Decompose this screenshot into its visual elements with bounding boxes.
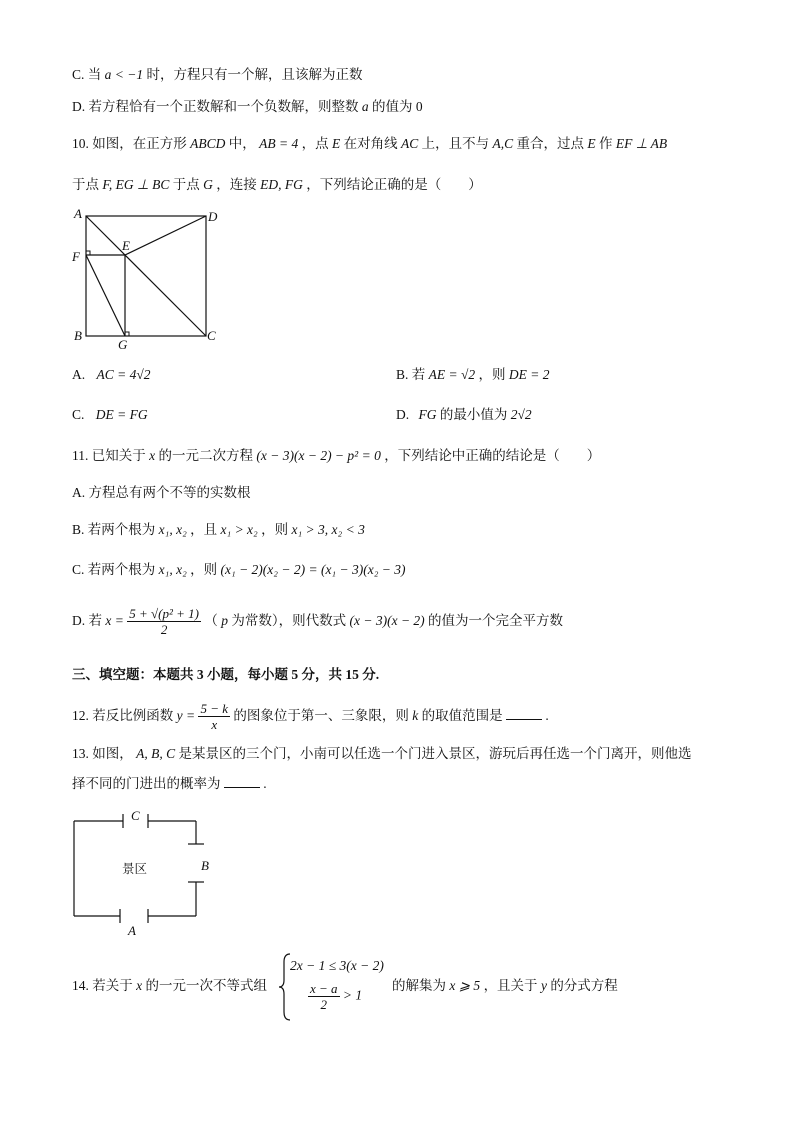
q10-option-c-text: DE = FG bbox=[95, 407, 148, 422]
q10-option-d bbox=[396, 406, 532, 424]
q13-gates: A, B, C bbox=[136, 746, 176, 761]
q11-x-eq: x = bbox=[105, 613, 124, 628]
q10-option-b-text: ，则 bbox=[478, 367, 506, 382]
q12-fraction-num: 5 − k bbox=[200, 701, 229, 717]
q12-end: . bbox=[545, 708, 549, 723]
q11-text: D. 若 bbox=[72, 613, 102, 628]
q9-option-c-text: C. 当 bbox=[72, 67, 102, 82]
q10-option-c-label: C. bbox=[72, 407, 85, 422]
q11-res: x₁ > 3, x₂ < 3 bbox=[291, 522, 365, 537]
gate-b-label: B bbox=[201, 858, 209, 873]
q10-text: 中， bbox=[228, 136, 256, 151]
q9-option-d-rest: 的值为 0 bbox=[372, 99, 423, 114]
q11-p: p bbox=[221, 613, 228, 628]
label-d: D bbox=[208, 209, 218, 224]
label-f: F bbox=[72, 249, 80, 264]
q14-fraction-num: x − a bbox=[310, 981, 338, 996]
q12-fraction bbox=[198, 701, 230, 732]
q10-option-b-res: DE = 2 bbox=[508, 367, 550, 382]
q14-x: x bbox=[136, 978, 143, 993]
q10-square: ABCD bbox=[190, 136, 226, 151]
q11-cond: x₁ > x₂ bbox=[220, 522, 258, 537]
q10-option-d-label: D. bbox=[396, 407, 410, 422]
q12-answer-blank[interactable] bbox=[506, 707, 542, 720]
q11-roots: x₁, x₂ bbox=[158, 522, 187, 537]
q13-text: 是某景区的三个门，小南可以任选一个门进入景区，游玩后再任选一个门离开，则他选 bbox=[178, 746, 692, 761]
q10-ed-fg: ED, FG bbox=[260, 177, 303, 192]
q14-text: ，且关于 bbox=[483, 978, 538, 993]
q13-scenic-figure bbox=[68, 806, 218, 938]
q11-text: ，则 bbox=[261, 522, 289, 537]
q11-equation: (x − 3)(x − 2) − p² = 0 bbox=[256, 448, 381, 463]
q11-option-c bbox=[72, 561, 406, 579]
label-g: G bbox=[118, 337, 128, 352]
q11-option-c-eq: (x₁ − 2)(x₂ − 2) = (x₁ − 3)(x₂ − 3) bbox=[220, 562, 406, 577]
q11-text: ，且 bbox=[190, 522, 218, 537]
q11-text: ，下列结论中正确的结论是（ ） bbox=[384, 448, 601, 463]
q10-f-eg: F, EG ⊥ BC bbox=[102, 177, 170, 192]
section-3-heading: 三、填空题：本题共 3 小题，每小题 5 分，共 15 分. bbox=[72, 667, 380, 682]
q11-text: 的一元二次方程 bbox=[158, 448, 253, 463]
q9-option-d-text: D. 若方程恰有一个正数解和一个负数解，则整数 bbox=[72, 99, 359, 114]
q10-option-d-text: 的最小值为 bbox=[439, 407, 508, 422]
q11-stem bbox=[72, 447, 600, 465]
q14-solution: x ⩾ 5 bbox=[449, 978, 481, 993]
q12-text: 的图象位于第一、三象限，则 bbox=[233, 708, 409, 723]
q11-fraction bbox=[127, 606, 201, 637]
q10-option-a-label: A. bbox=[72, 367, 86, 382]
q9-option-d-var: a bbox=[361, 99, 369, 114]
label-b: B bbox=[74, 328, 82, 343]
q10-option-d-fg: FG bbox=[418, 407, 437, 422]
gate-c-label: C bbox=[131, 808, 140, 823]
q10-ab: AB = 4 bbox=[259, 136, 299, 151]
q10-point-g: G bbox=[203, 177, 213, 192]
q10-text: 于点 bbox=[172, 177, 200, 192]
q12-y: y = bbox=[176, 708, 196, 723]
q14-ineq2-rel: > 1 bbox=[342, 987, 363, 1003]
q10-option-b-label: B. 若 bbox=[396, 367, 426, 382]
label-a: A bbox=[74, 206, 82, 221]
q10-perp: EF ⊥ AB bbox=[615, 136, 668, 151]
q13-line2 bbox=[72, 775, 267, 793]
q10-option-a-text: AC = 4√2 bbox=[96, 367, 151, 382]
q10-point-e: E bbox=[331, 136, 341, 151]
scenic-area-label: 景区 bbox=[122, 861, 148, 876]
label-e: E bbox=[122, 238, 130, 253]
q12-fraction-den: x bbox=[211, 717, 218, 733]
q12-k: k bbox=[412, 708, 419, 723]
q10-text: 作 bbox=[599, 136, 613, 151]
q9-option-c-condition: a < −1 bbox=[104, 67, 144, 82]
q10-text: ，连接 bbox=[216, 177, 257, 192]
q10-text: 10. 如图，在正方形 bbox=[72, 136, 187, 151]
q10-ac: AC bbox=[400, 136, 419, 151]
label-c: C bbox=[207, 328, 216, 343]
q9-option-d bbox=[72, 98, 423, 116]
q11-text: 11. 已知关于 bbox=[72, 448, 146, 463]
q10-option-b bbox=[396, 366, 550, 384]
q10-option-c bbox=[72, 406, 148, 424]
q14-text: 14. 若关于 bbox=[72, 978, 133, 993]
q14-fraction-den: 2 bbox=[320, 997, 328, 1012]
q10-point-e: E bbox=[587, 136, 596, 151]
q12-text: 的取值范围是 bbox=[421, 708, 503, 723]
q11-text: （ bbox=[204, 613, 218, 628]
q11-text: 的值为一个完全平方数 bbox=[428, 613, 564, 628]
gate-a-label: A bbox=[128, 923, 136, 938]
q11-text: 为常数），则代数式 bbox=[231, 613, 347, 628]
q10-option-d-val: 2√2 bbox=[510, 407, 532, 422]
q10-ac-points: A,C bbox=[492, 136, 514, 151]
q10-stem-line2 bbox=[72, 176, 482, 194]
q12 bbox=[72, 700, 549, 732]
q10-text: 在对角线 bbox=[343, 136, 398, 151]
q11-text: B. 若两个根为 bbox=[72, 522, 156, 537]
q10-option-b-cond: AE = √2 bbox=[428, 367, 476, 382]
q11-fraction-den: 2 bbox=[160, 622, 168, 638]
q11-option-a-text: A. 方程总有两个不等的实数根 bbox=[72, 485, 251, 500]
q11-roots: x₁, x₂ bbox=[158, 562, 187, 577]
q11-expr: (x − 3)(x − 2) bbox=[349, 613, 425, 628]
q14-stem-left bbox=[72, 977, 267, 995]
q11-x: x bbox=[149, 448, 156, 463]
q13-line1 bbox=[72, 745, 692, 763]
q12-text: 12. 若反比例函数 bbox=[72, 708, 174, 723]
q13-answer-blank[interactable] bbox=[224, 775, 260, 788]
q10-square-figure bbox=[70, 206, 230, 352]
q9-option-c bbox=[72, 66, 363, 84]
q14-text: 的一元一次不等式组 bbox=[145, 978, 267, 993]
q14-text: 的解集为 bbox=[392, 978, 446, 993]
q10-text: ，点 bbox=[301, 136, 329, 151]
q14-text: 的分式方程 bbox=[550, 978, 618, 993]
q11-option-d bbox=[72, 603, 563, 639]
q11-text: ，则 bbox=[190, 562, 218, 577]
q9-option-c-rest: 时，方程只有一个解，且该解为正数 bbox=[146, 67, 363, 82]
q14-fraction bbox=[308, 981, 340, 1012]
q10-text: 上，且不与 bbox=[421, 136, 490, 151]
q13-end: . bbox=[263, 776, 267, 791]
q14-inequality-2 bbox=[308, 981, 362, 1012]
q14-y: y bbox=[540, 978, 547, 993]
q10-text: 重合，过点 bbox=[516, 136, 585, 151]
q11-option-b bbox=[72, 521, 365, 539]
q13-text: 13. 如图， bbox=[72, 746, 133, 761]
q10-option-a bbox=[72, 366, 151, 384]
q10-stem-line1 bbox=[72, 135, 667, 153]
q11-option-a bbox=[72, 484, 251, 502]
q13-text: 择不同的门进出的概率为 bbox=[72, 776, 221, 791]
q14-ineq1: 2x − 1 ≤ 3(x − 2) bbox=[290, 958, 384, 973]
q14-stem-right bbox=[392, 977, 618, 995]
q10-text: ，下列结论正确的是（ ） bbox=[306, 177, 482, 192]
q10-text: 于点 bbox=[72, 177, 99, 192]
q14-inequality-1 bbox=[290, 957, 384, 975]
q11-text: C. 若两个根为 bbox=[72, 562, 156, 577]
q11-fraction-num: 5 + √(p² + 1) bbox=[129, 606, 199, 622]
